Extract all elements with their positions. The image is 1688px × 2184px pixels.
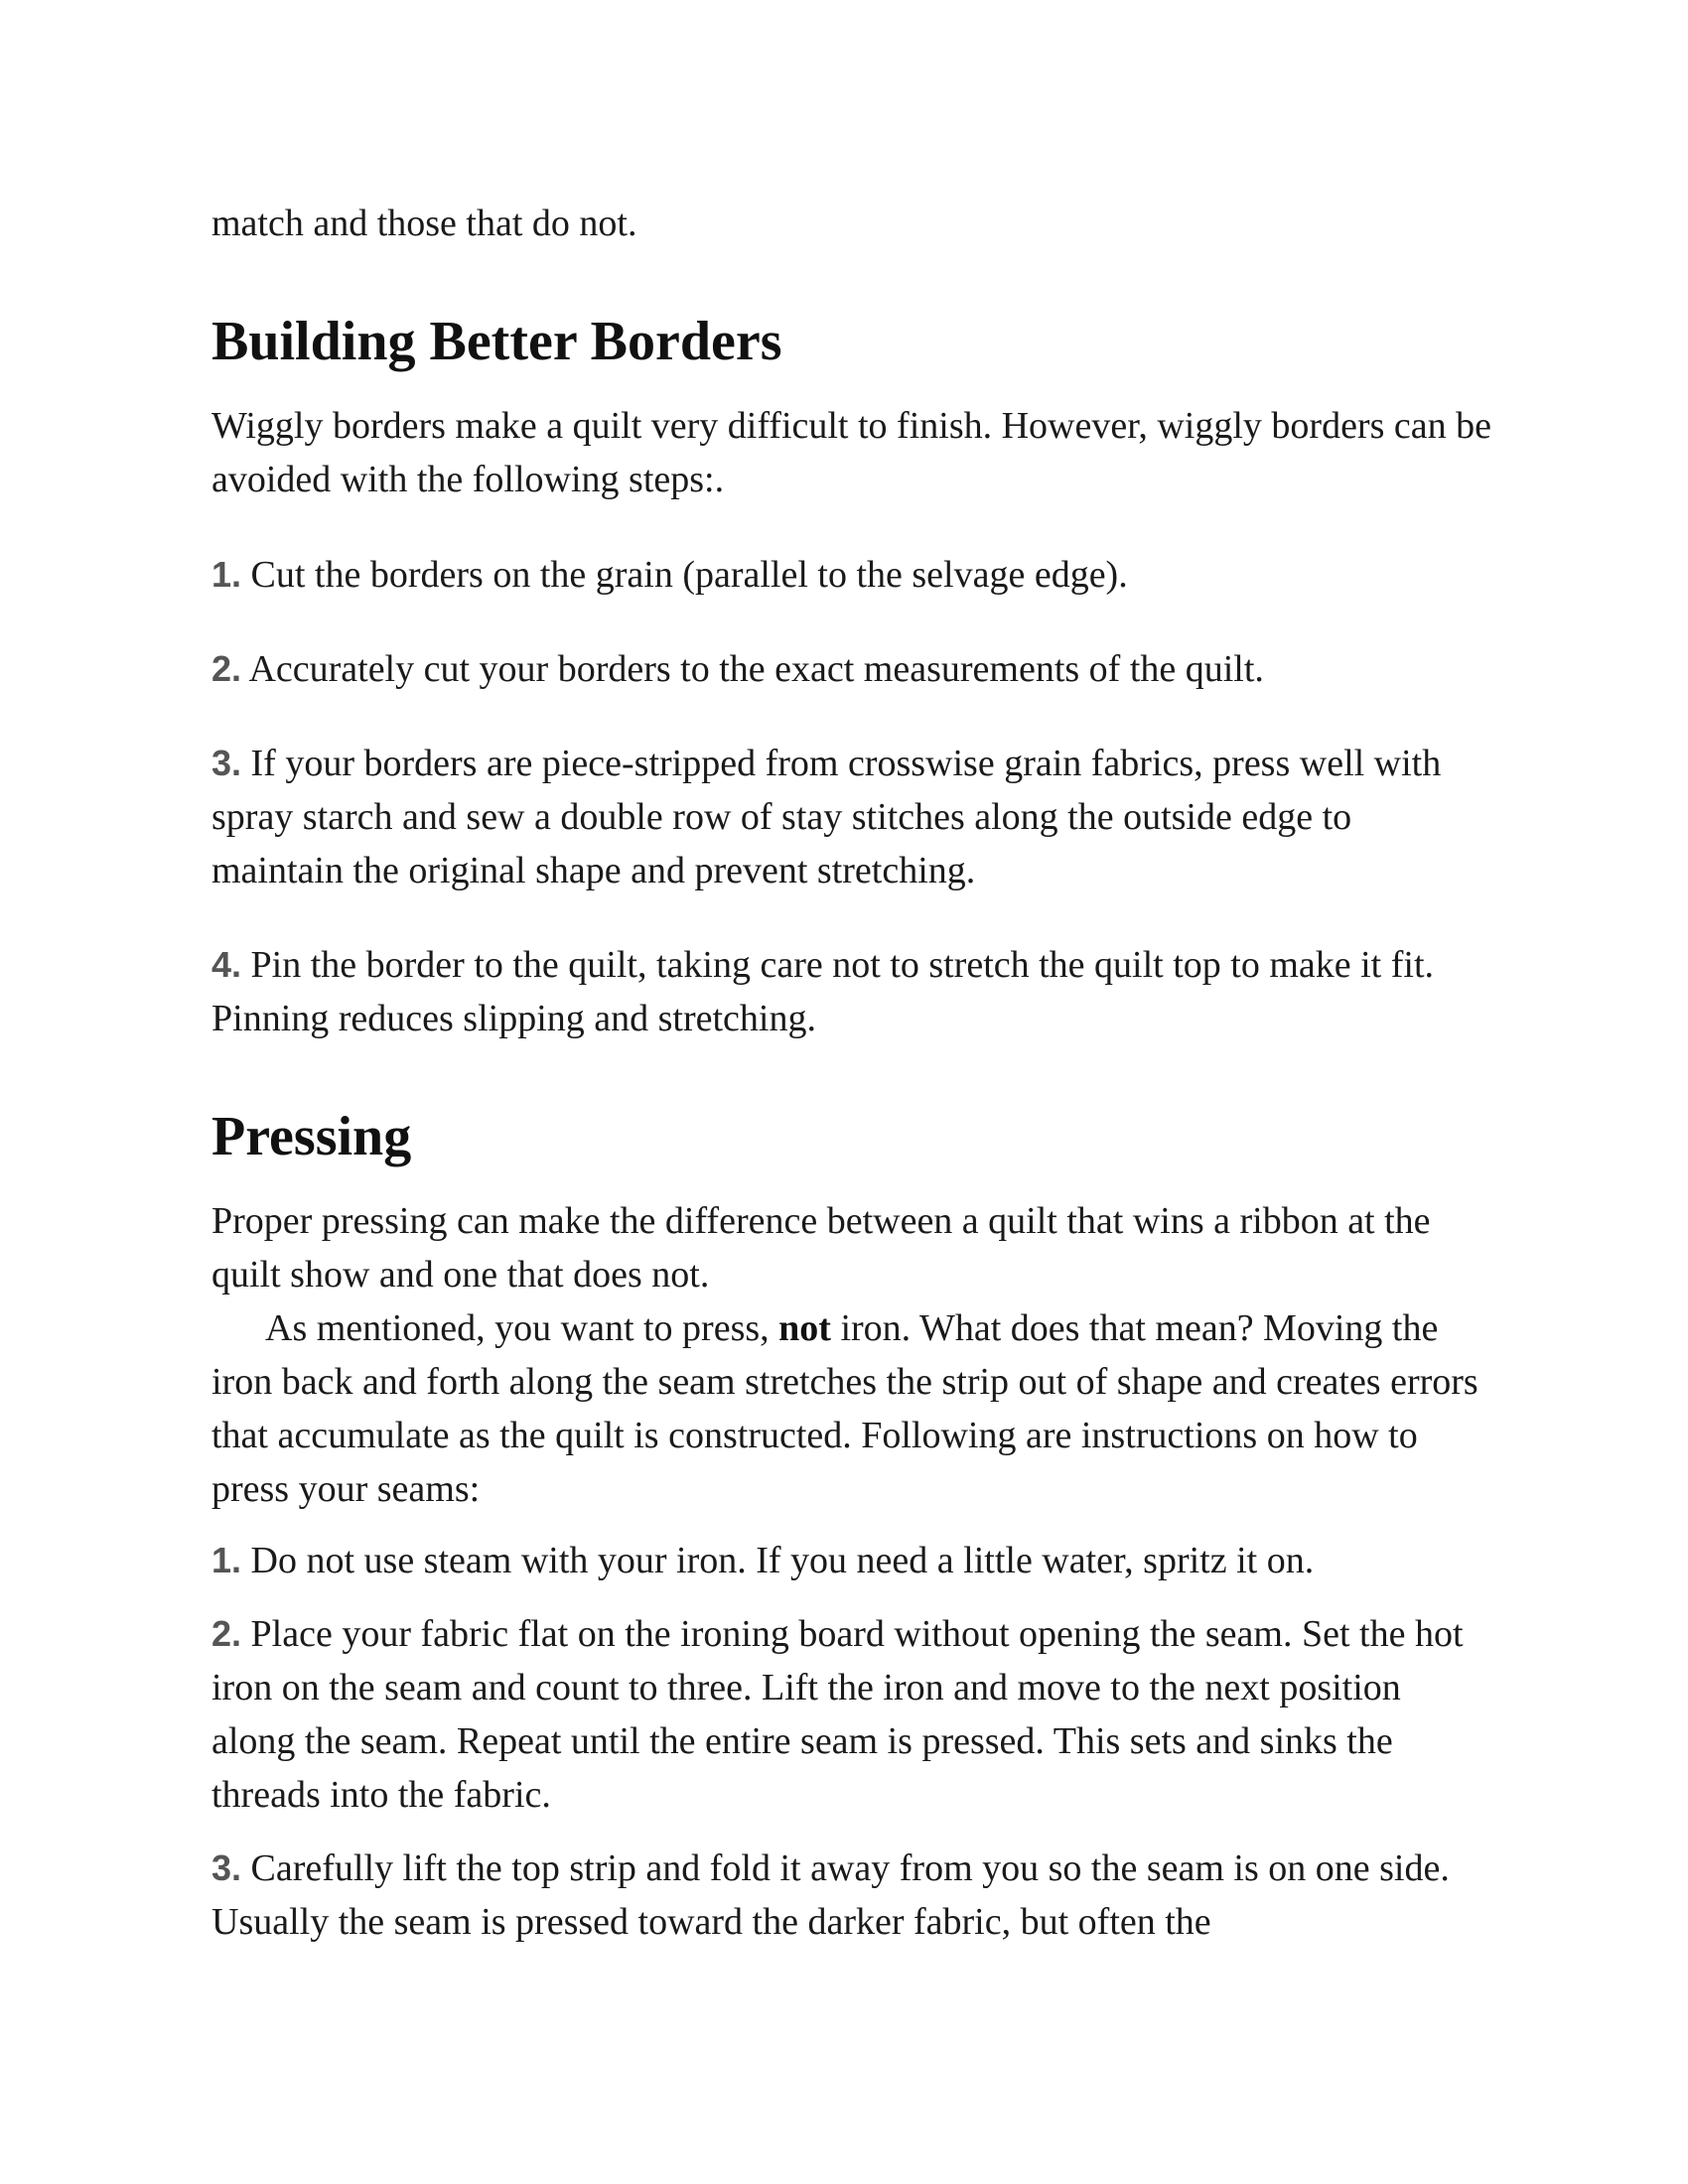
pressing-body-start: As mentioned, you want to press,: [265, 1307, 779, 1349]
borders-step-3: [211, 737, 1492, 897]
step-text: Accurately cut your borders to the exact measurements of the quilt.: [248, 648, 1264, 690]
step-number: 1.: [211, 554, 242, 595]
borders-step-1: [211, 548, 1492, 602]
step-text: Cut the borders on the grain (parallel to the selvage edge).: [250, 554, 1128, 596]
pressing-body: [211, 1301, 1492, 1516]
step-number: 3.: [211, 743, 242, 783]
pressing-body-emphasis: not: [778, 1307, 831, 1349]
borders-section: [211, 308, 1492, 1045]
borders-step-2: [211, 642, 1492, 696]
pressing-step-1: [211, 1534, 1492, 1587]
step-text: Place your fabric flat on the ironing board without opening the seam. Set the hot iron on the seam and count to three. Lift the iron and move to the next position along the seam. Repeat until the entire seam is pressed. This sets and sinks the threads into the fabric.: [211, 1613, 1464, 1816]
step-number: 2.: [211, 1613, 242, 1654]
pressing-section: [211, 1103, 1492, 1949]
step-text: If your borders are piece-stripped from crosswise grain fabrics, press well with spray starch and sew a double row of stay stitches along the outside edge to maintain the original shape and prevent stretching.: [211, 743, 1442, 891]
borders-intro: Wiggly borders make a quilt very difficult to finish. However, wiggly borders can be avoided with the following steps:.: [211, 405, 1491, 500]
pressing-body-end: iron. What does that mean? Moving the iron back and forth along the seam stretches the strip out of shape and creates errors that accumulate as the quilt is constructed. Following are instructions on how to press your seams:: [211, 1307, 1478, 1510]
pressing-step-2: [211, 1607, 1492, 1822]
borders-heading: Building Better Borders: [211, 311, 782, 372]
step-text: Pin the border to the quilt, taking care not to stretch the quilt top to make it fit. Pinning reduces slipping and stretching.: [211, 944, 1435, 1039]
continued-text: match and those that do not.: [211, 203, 637, 244]
borders-step-4: [211, 938, 1492, 1045]
step-number: 4.: [211, 944, 242, 985]
pressing-step-3: [211, 1842, 1492, 1949]
step-number: 1.: [211, 1540, 242, 1580]
step-text: Do not use steam with your iron. If you need a little water, spritz it on.: [250, 1540, 1315, 1581]
step-number: 2.: [211, 648, 242, 689]
step-text: Carefully lift the top strip and fold it away from you so the seam is on one side. Usually the seam is pressed toward the darker fabric, but often the: [211, 1847, 1450, 1943]
pressing-intro: Proper pressing can make the difference between a quilt that wins a ribbon at the quilt show and one that does not.: [211, 1200, 1431, 1296]
document-page: [211, 197, 1492, 1969]
step-number: 3.: [211, 1847, 242, 1888]
pressing-heading: Pressing: [211, 1106, 412, 1167]
